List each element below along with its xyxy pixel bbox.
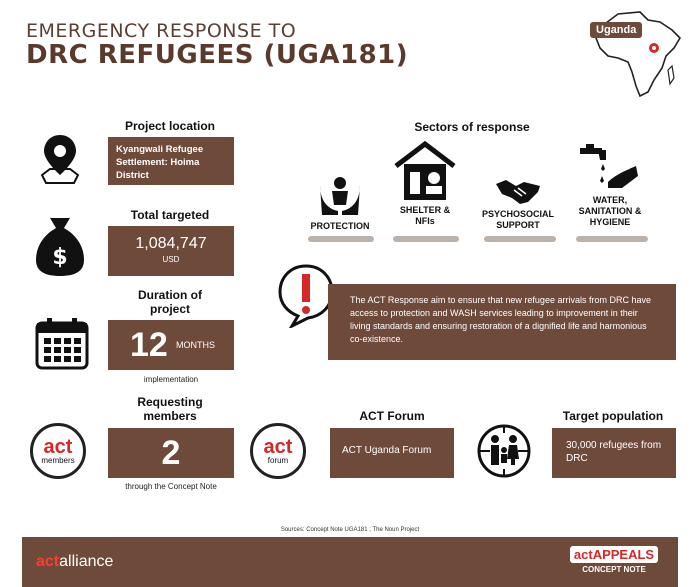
family-icon xyxy=(476,423,532,479)
act-members-logo xyxy=(30,423,86,479)
footer-concept-note: CONCEPT NOTE xyxy=(582,565,646,574)
total-targeted-currency: USD xyxy=(162,255,180,264)
sectors-title: Sectors of response xyxy=(414,120,530,134)
sources-note: Sources: Concept Note UGA181 ; The Noun Project xyxy=(280,527,420,533)
target-population-title: Target population xyxy=(562,409,664,423)
act-logo-word: act xyxy=(43,435,73,458)
header-subtitle: EMERGENCY RESPONSE TO xyxy=(26,20,297,42)
requesting-title: Requesting members xyxy=(137,395,203,423)
duration-caption: implementation xyxy=(143,375,199,384)
total-targeted-title: Total targeted xyxy=(130,208,210,222)
sector-underline xyxy=(576,236,648,242)
tap-hand-icon xyxy=(578,142,640,192)
requesting-value: 2 xyxy=(161,434,181,472)
act-logo-word: act xyxy=(263,435,293,458)
handshake-icon xyxy=(494,176,542,206)
project-location-value: Kyangwali Refugee Settlement: Hoima District xyxy=(108,137,234,185)
requesting-box xyxy=(108,428,234,478)
calendar-icon xyxy=(34,315,90,371)
footer-act: act xyxy=(36,553,60,570)
footer-appeals-act: act xyxy=(573,547,593,562)
sector-label-psychosocial: PSYCHOSOCIAL SUPPORT xyxy=(481,209,554,230)
hands-person-icon xyxy=(318,175,362,215)
forum-value: ACT Uganda Forum xyxy=(330,428,454,478)
footer-alliance: alliance xyxy=(59,553,114,570)
act-logo-sub: forum xyxy=(267,455,289,465)
sector-label-water: WATER, SANITATION & HYGIENE xyxy=(578,195,642,227)
speech-exclamation-icon xyxy=(276,262,336,328)
duration-value: 12 xyxy=(130,326,168,364)
total-targeted-amount: 1,084,747 xyxy=(135,235,207,252)
duration-unit: MONTHS xyxy=(176,340,215,350)
act-forum-logo xyxy=(250,423,306,479)
target-population-value: 30,000 refugees from DRC xyxy=(552,428,676,478)
response-description: The ACT Response aim to ensure that new refugee arrivals from DRC have access to protection and WASH services leading to improvement in their living standards and ensuring restoration of a dignified life and harmonious co-existence. xyxy=(328,284,676,360)
sector-underline xyxy=(484,236,556,242)
requesting-caption: through the Concept Note xyxy=(125,482,217,491)
page-title: DRC REFUGEES (UGA181) xyxy=(26,40,409,70)
actalliance-logo xyxy=(36,553,113,571)
project-location-title: Project location xyxy=(124,119,216,133)
footer-appeals-word: APPEALS xyxy=(592,547,655,562)
house-icon xyxy=(392,140,458,202)
footer-bar xyxy=(22,537,678,587)
forum-title: ACT Forum xyxy=(359,409,425,423)
map-country-label: Uganda xyxy=(590,22,642,38)
svg-text:$: $ xyxy=(52,245,68,270)
sector-label-protection: PROTECTION xyxy=(310,221,370,231)
act-logo-sub: members xyxy=(41,455,75,465)
sector-underline xyxy=(393,236,459,242)
location-pin-icon xyxy=(38,133,82,185)
duration-box xyxy=(108,320,234,370)
actappeals-logo xyxy=(562,546,666,574)
sector-underline xyxy=(308,236,374,242)
money-bag-icon xyxy=(34,214,86,278)
duration-title: Duration of project xyxy=(138,288,202,316)
total-targeted-box xyxy=(108,226,234,276)
sector-label-shelter: SHELTER & NFIs xyxy=(399,205,451,226)
